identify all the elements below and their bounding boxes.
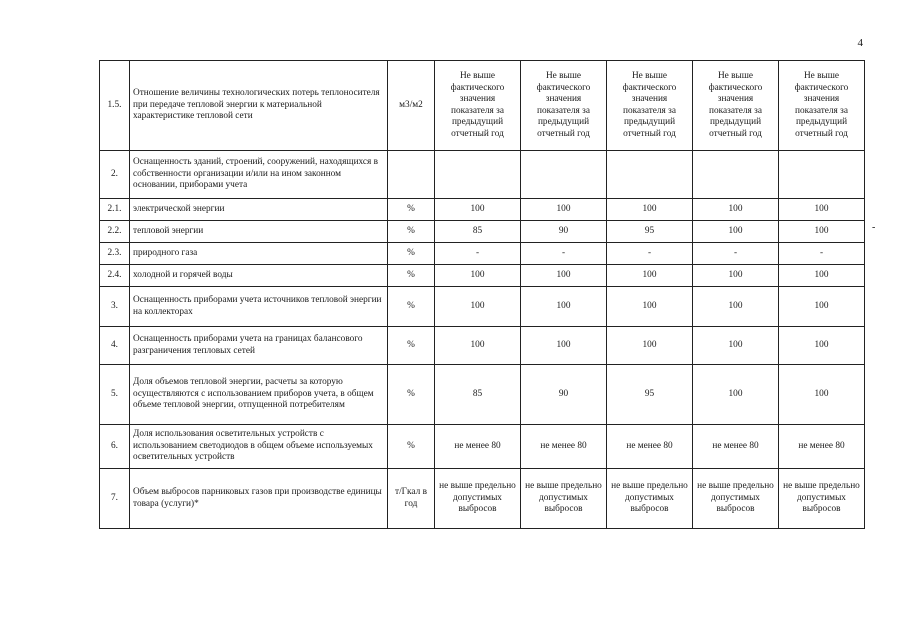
value-cell: 100 xyxy=(607,199,693,221)
value-cell: 100 xyxy=(779,287,865,327)
value-cell: 95 xyxy=(607,365,693,425)
unit-cell: % xyxy=(388,287,435,327)
row-number: 2.4. xyxy=(100,265,130,287)
value-cell: 100 xyxy=(779,365,865,425)
row-number: 2.2. xyxy=(100,221,130,243)
value-cell: - xyxy=(521,243,607,265)
indicator-name: Объем выбросов парниковых газов при производстве единицы товара (услуги)* xyxy=(130,469,388,529)
value-cell: Не выше фактического значения показателя за предыдущий отчетный год xyxy=(779,61,865,151)
table-row xyxy=(100,221,865,243)
value-cell: 100 xyxy=(779,265,865,287)
value-cell: Не выше фактического значения показателя за предыдущий отчетный год xyxy=(521,61,607,151)
indicator-name: Отношение величины технологических потерь теплоносителя при передаче тепловой энергии к материальной характеристике тепловой сети xyxy=(130,61,388,151)
table-row xyxy=(100,199,865,221)
value-cell: 90 xyxy=(521,221,607,243)
unit-cell: % xyxy=(388,365,435,425)
indicator-name: тепловой энергии xyxy=(130,221,388,243)
value-cell: не менее 80 xyxy=(521,425,607,469)
value-cell: 85 xyxy=(435,221,521,243)
value-cell: 100 xyxy=(435,287,521,327)
row-number: 7. xyxy=(100,469,130,529)
table-row xyxy=(100,425,865,469)
value-cell: не менее 80 xyxy=(607,425,693,469)
value-cell: 100 xyxy=(435,265,521,287)
value-cell: 100 xyxy=(607,265,693,287)
unit-cell: % xyxy=(388,425,435,469)
value-cell: 100 xyxy=(693,327,779,365)
unit-cell: % xyxy=(388,199,435,221)
value-cell: Не выше фактического значения показателя за предыдущий отчетный год xyxy=(693,61,779,151)
unit-cell: м3/м2 xyxy=(388,61,435,151)
value-cell: 100 xyxy=(693,221,779,243)
table-row xyxy=(100,287,865,327)
indicator-name: Доля использования осветительных устройств с использованием светодиодов в общем объеме используемых осветительных устройств xyxy=(130,425,388,469)
row-number: 3. xyxy=(100,287,130,327)
value-cell: не менее 80 xyxy=(779,425,865,469)
value-cell: не выше предельно допустимых выбросов xyxy=(693,469,779,529)
value-cell: не выше предельно допустимых выбросов xyxy=(607,469,693,529)
table-row xyxy=(100,469,865,529)
indicator-name: Оснащенность зданий, строений, сооружений, находящихся в собственности организации и/или на ином законном основании, приборами учета xyxy=(130,151,388,199)
table-row xyxy=(100,327,865,365)
value-cell: не выше предельно допустимых выбросов xyxy=(779,469,865,529)
value-cell: - xyxy=(435,243,521,265)
row-number: 2. xyxy=(100,151,130,199)
value-cell xyxy=(693,151,779,199)
value-cell: 100 xyxy=(521,199,607,221)
value-cell: не менее 80 xyxy=(435,425,521,469)
unit-cell: % xyxy=(388,265,435,287)
unit-cell: т/Гкал в год xyxy=(388,469,435,529)
unit-cell: % xyxy=(388,221,435,243)
indicator-name: холодной и горячей воды xyxy=(130,265,388,287)
table-row xyxy=(100,61,865,151)
margin-mark: - xyxy=(872,222,876,233)
value-cell: не менее 80 xyxy=(693,425,779,469)
value-cell xyxy=(779,151,865,199)
value-cell: 100 xyxy=(693,199,779,221)
row-number: 4. xyxy=(100,327,130,365)
value-cell: 100 xyxy=(779,327,865,365)
value-cell: 100 xyxy=(693,265,779,287)
value-cell: 100 xyxy=(607,287,693,327)
value-cell: 100 xyxy=(779,221,865,243)
value-cell: - xyxy=(693,243,779,265)
value-cell: 100 xyxy=(435,327,521,365)
row-number: 2.3. xyxy=(100,243,130,265)
row-number: 1.5. xyxy=(100,61,130,151)
value-cell: - xyxy=(779,243,865,265)
unit-cell xyxy=(388,151,435,199)
value-cell: 85 xyxy=(435,365,521,425)
row-number: 5. xyxy=(100,365,130,425)
indicator-name: Оснащенность приборами учета источников тепловой энергии на коллекторах xyxy=(130,287,388,327)
value-cell xyxy=(521,151,607,199)
table-row xyxy=(100,243,865,265)
value-cell: 100 xyxy=(693,287,779,327)
table-body xyxy=(100,61,865,529)
value-cell: Не выше фактического значения показателя за предыдущий отчетный год xyxy=(435,61,521,151)
value-cell xyxy=(435,151,521,199)
value-cell: 100 xyxy=(521,327,607,365)
indicator-name: Оснащенность приборами учета на границах балансового разграничения тепловых сетей xyxy=(130,327,388,365)
value-cell xyxy=(607,151,693,199)
value-cell: 100 xyxy=(521,265,607,287)
value-cell: Не выше фактического значения показателя за предыдущий отчетный год xyxy=(607,61,693,151)
value-cell: 100 xyxy=(435,199,521,221)
indicator-name: природного газа xyxy=(130,243,388,265)
row-number: 6. xyxy=(100,425,130,469)
value-cell: не выше предельно допустимых выбросов xyxy=(521,469,607,529)
indicator-name: электрической энергии xyxy=(130,199,388,221)
table-row xyxy=(100,365,865,425)
value-cell: 100 xyxy=(693,365,779,425)
page-number: 4 xyxy=(857,37,863,49)
table-row xyxy=(100,265,865,287)
value-cell: 100 xyxy=(779,199,865,221)
indicators-table xyxy=(99,60,865,529)
value-cell: 90 xyxy=(521,365,607,425)
value-cell: - xyxy=(607,243,693,265)
indicator-name: Доля объемов тепловой энергии, расчеты за которую осуществляются с использованием приборов учета, в общем объеме тепловой энергии, отпущенной потребителям xyxy=(130,365,388,425)
unit-cell: % xyxy=(388,327,435,365)
table-row xyxy=(100,151,865,199)
value-cell: 95 xyxy=(607,221,693,243)
value-cell: 100 xyxy=(521,287,607,327)
row-number: 2.1. xyxy=(100,199,130,221)
unit-cell: % xyxy=(388,243,435,265)
value-cell: 100 xyxy=(607,327,693,365)
value-cell: не выше предельно допустимых выбросов xyxy=(435,469,521,529)
